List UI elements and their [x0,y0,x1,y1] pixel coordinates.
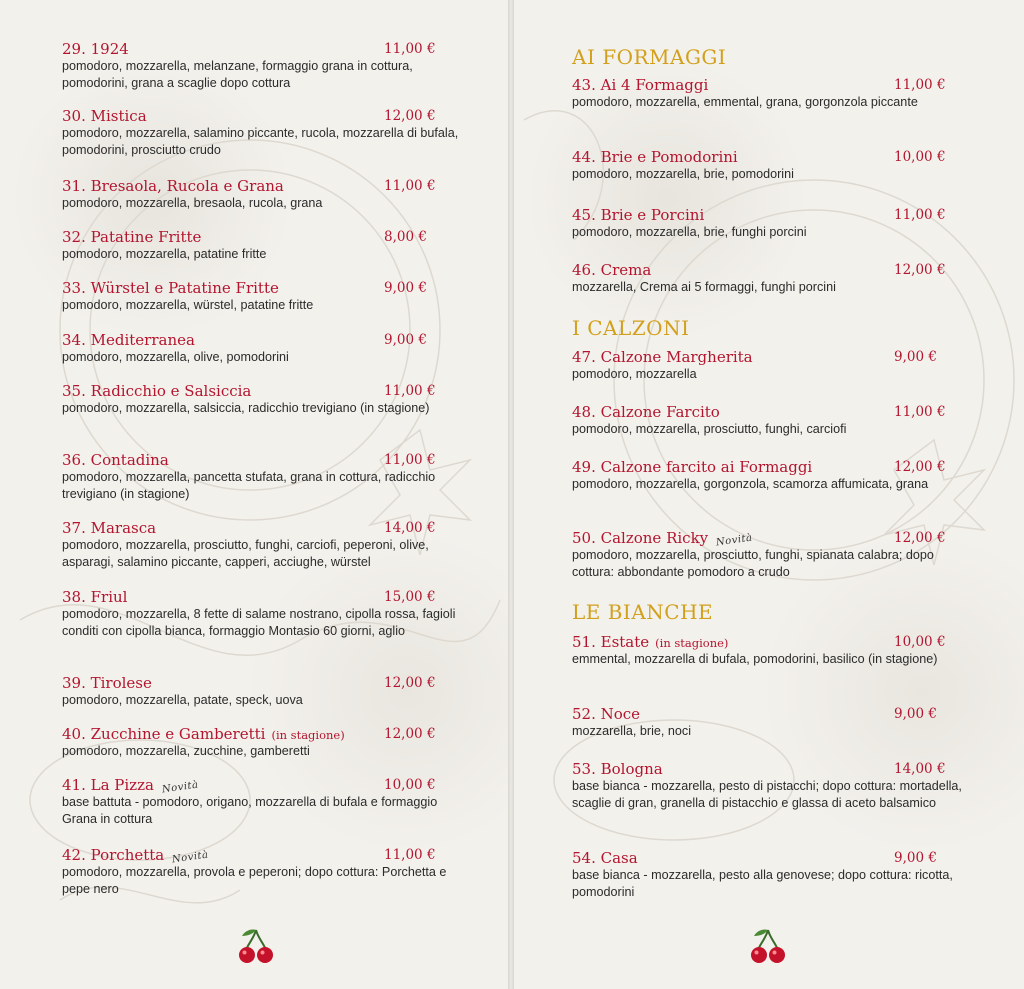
menu-item-name [572,633,728,651]
menu-item-name [572,148,738,166]
menu-item-description: pomodoro, mozzarella, patate, speck, uova [62,693,303,707]
menu-item-title: 39. Tirolese [62,674,152,692]
menu-item-price: 11,00 € [384,383,436,399]
menu-item-title: 48. Calzone Farcito [572,403,720,421]
menu-page-left [0,0,508,989]
menu-item-description: pomodoro, mozzarella, 8 fette di salame nostrano, cipolla rossa, fagioli conditi con cipolla bianca, formaggio Montasio 60 giorni, aglio [62,607,456,638]
menu-item [62,725,460,760]
menu-item [62,331,460,366]
menu-item-header [572,529,964,549]
menu-item-name [62,725,345,743]
menu-item-title: 30. Mistica [62,107,147,125]
menu-item-description: pomodoro, mozzarella, würstel, patatine fritte [62,298,314,312]
menu-item-price: 11,00 € [384,178,436,194]
menu-item [572,633,964,668]
menu-item-price: 9,00 € [894,850,937,866]
menu-item-price: 9,00 € [894,349,937,365]
menu-item-description: pomodoro, mozzarella, patatine fritte [62,247,267,261]
menu-item-name [62,776,199,794]
menu-page-right [514,0,1024,989]
menu-item [572,760,964,812]
menu-item-name [62,846,209,864]
menu-item [62,846,460,898]
menu-item-title: 35. Radicchio e Salsiccia [62,382,252,400]
menu-item [572,705,964,740]
menu-item-title: 53. Bologna [572,760,663,778]
menu-item-price: 12,00 € [894,262,946,278]
menu-item-name [572,529,753,547]
menu-item-title: 42. Porchetta [62,846,165,864]
novita-badge: Novità [161,779,200,796]
menu-item-price: 10,00 € [894,634,946,650]
menu-item-header [572,348,964,368]
menu-item-description: pomodoro, mozzarella [572,367,697,381]
menu-item-title: 40. Zucchine e Gamberetti [62,725,266,743]
menu-item-price: 14,00 € [384,520,436,536]
menu-item-price: 11,00 € [384,41,436,57]
menu-item [572,529,964,581]
menu-item-name [62,588,127,606]
menu-item-description: pomodoro, mozzarella, olive, pomodorini [62,350,289,364]
menu-item-title: 50. Calzone Ricky [572,529,709,547]
menu-item-title: 49. Calzone farcito ai Formaggi [572,458,813,476]
menu-item-name [62,331,195,349]
menu-item-title: 47. Calzone Margherita [572,348,753,366]
menu-item-title: 29. 1924 [62,40,129,58]
menu-item-header [62,846,460,866]
cherry-icon [748,926,788,966]
menu-item-name [572,458,812,476]
menu-item [572,348,964,383]
menu-item-price: 11,00 € [894,207,946,223]
menu-item-name [572,760,663,778]
menu-item-description: pomodoro, mozzarella, provola e peperoni; dopo cottura: Porchetta e pepe nero [62,865,447,896]
menu-item-description: pomodoro, mozzarella, salsiccia, radicchio trevigiano (in stagione) [62,401,430,415]
menu-item-description: pomodoro, mozzarella, bresaola, rucola, grana [62,196,323,210]
menu-item-price: 10,00 € [894,149,946,165]
menu-item-price: 12,00 € [384,726,436,742]
section-title: LE BIANCHE [572,600,714,624]
menu-item-title: 45. Brie e Porcini [572,206,705,224]
menu-item-header [572,206,964,226]
menu-item-name [572,76,708,94]
menu-item-price: 12,00 € [894,530,946,546]
menu-item-name [572,849,638,867]
menu-item-name [62,279,279,297]
menu-item-header [572,760,964,780]
menu-item-description: pomodoro, mozzarella, melanzane, formaggio grana in cottura, pomodorini, grana a scaglie dopo cottura [62,59,413,90]
menu-item-description: pomodoro, mozzarella, brie, funghi porcini [572,225,807,239]
menu-item [572,76,964,111]
menu-item [62,107,460,159]
menu-item-price: 9,00 € [894,706,937,722]
menu-item-header [62,725,460,745]
cherry-icon [236,926,276,966]
menu-item-description: pomodoro, mozzarella, emmental, grana, gorgonzola piccante [572,95,918,109]
menu-item-title: 52. Noce [572,705,641,723]
menu-item-header [572,705,964,725]
menu-item-header [572,403,964,423]
menu-item-price: 11,00 € [894,77,946,93]
menu-item-name [62,519,156,537]
menu-item-description: pomodoro, mozzarella, prosciutto, funghi, spianata calabra; dopo cottura: abbondante pomodoro a crudo [572,548,934,579]
menu-item-description: pomodoro, mozzarella, prosciutto, funghi, carciofi [572,422,847,436]
menu-item-description: pomodoro, mozzarella, gorgonzola, scamorza affumicata, grana [572,477,929,491]
menu-item-price: 10,00 € [384,777,436,793]
menu-item-title: 34. Mediterranea [62,331,195,349]
menu-item-header [572,458,964,478]
menu-item-title: 43. Ai 4 Formaggi [572,76,709,94]
menu-item [572,458,964,493]
menu-item-price: 9,00 € [384,332,427,348]
menu-item [62,588,460,640]
menu-item-header [62,331,460,351]
menu-item [572,849,964,901]
menu-item-description: mozzarella, Crema ai 5 formaggi, funghi porcini [572,280,836,294]
menu-item-name [62,228,201,246]
menu-item [572,261,964,296]
menu-item-price: 12,00 € [384,675,436,691]
menu-item-price: 12,00 € [384,108,436,124]
menu-item-note: (in stagione) [655,636,729,650]
menu-item [62,279,460,314]
menu-item-price: 15,00 € [384,589,436,605]
menu-item-description: mozzarella, brie, noci [572,724,691,738]
menu-item-title: 38. Friul [62,588,128,606]
menu-item-title: 41. La Pizza [62,776,154,794]
menu-item-title: 33. Würstel e Patatine Fritte [62,279,279,297]
menu-item [62,228,460,263]
menu-item-name [572,705,640,723]
menu-item-title: 54. Casa [572,849,638,867]
menu-item-price: 11,00 € [384,452,436,468]
menu-item-header [62,776,460,796]
menu-item [62,40,460,92]
menu-item [62,177,460,212]
menu-item-header [62,588,460,608]
menu-item-header [572,633,964,653]
menu-item [62,451,460,503]
menu-item-price: 11,00 € [894,404,946,420]
menu-item [62,519,460,571]
menu-item-price: 9,00 € [384,280,427,296]
menu-item-description: pomodoro, mozzarella, salamino piccante, rucola, mozzarella di bufala, pomodorini, prosciutto crudo [62,126,459,157]
menu-item-price: 11,00 € [384,847,436,863]
menu-item-header [572,849,964,869]
menu-item-price: 12,00 € [894,459,946,475]
menu-item-price: 14,00 € [894,761,946,777]
menu-item-title: 46. Crema [572,261,652,279]
menu-item-title: 31. Bresaola, Rucola e Grana [62,177,284,195]
menu-item-header [62,519,460,539]
menu-item-header [62,177,460,197]
menu-item-title: 44. Brie e Pomodorini [572,148,738,166]
section-title: AI FORMAGGI [572,45,727,69]
menu-item-header [572,261,964,281]
menu-item-header [572,148,964,168]
menu-item [62,674,460,709]
menu-item-header [572,76,964,96]
menu-item [62,776,460,828]
menu-item [62,382,460,417]
menu-item-title: 51. Estate [572,633,650,651]
menu-item-name [62,382,251,400]
menu-item-description: pomodoro, mozzarella, zucchine, gamberetti [62,744,310,758]
menu-item-price: 8,00 € [384,229,427,245]
menu-item-header [62,279,460,299]
menu-item-description: emmental, mozzarella di bufala, pomodorini, basilico (in stagione) [572,652,938,666]
menu-item-description: pomodoro, mozzarella, prosciutto, funghi, carciofi, peperoni, olive, asparagi, salamino piccante, capperi, acciughe, würstel [62,538,429,569]
menu-item-name [572,261,651,279]
menu-item-name [62,177,284,195]
menu-item-name [62,674,152,692]
menu-item-name [62,107,147,125]
menu-item-description: base bianca - mozzarella, pesto alla genovese; dopo cottura: ricotta, pomodorini [572,868,953,899]
menu-item-header [62,451,460,471]
menu-item-header [62,228,460,248]
menu-item-title: 37. Marasca [62,519,157,537]
menu-item [572,148,964,183]
menu-item-description: base battuta - pomodoro, origano, mozzarella di bufala e formaggio Grana in cottura [62,795,438,826]
menu-item-header [62,382,460,402]
menu-item-description: base bianca - mozzarella, pesto di pistacchi; dopo cottura: mortadella, scaglie di gran, granella di pistacchio e glassa di aceto balsamico [572,779,962,810]
menu-item-name [572,348,753,366]
novita-badge: Novità [171,849,210,866]
section-title: I CALZONI [572,316,690,340]
menu-item-description: pomodoro, mozzarella, pancetta stufata, grana in cottura, radicchio trevigiano (in stagione) [62,470,436,501]
menu-item [572,403,964,438]
novita-badge: Novità [715,532,754,549]
menu-item-header [62,40,460,60]
menu-item-name [62,451,169,469]
menu-item-header [62,674,460,694]
menu-item-name [572,206,704,224]
menu-item-description: pomodoro, mozzarella, brie, pomodorini [572,167,794,181]
menu-item-title: 36. Contadina [62,451,169,469]
menu-item [572,206,964,241]
menu-item-name [572,403,720,421]
menu-item-title: 32. Patatine Fritte [62,228,202,246]
menu-item-header [62,107,460,127]
menu-item-name [62,40,129,58]
menu-item-note: (in stagione) [271,728,345,742]
